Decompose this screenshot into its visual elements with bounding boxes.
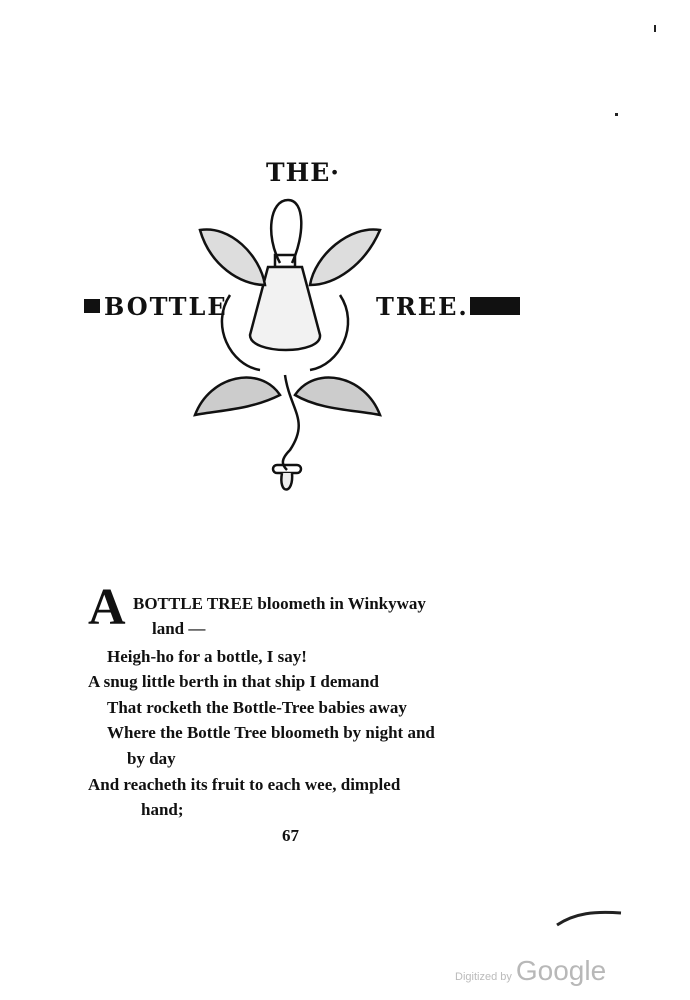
scan-mark (654, 25, 656, 32)
title-bottle: BOTTLE (104, 292, 228, 321)
right-ornament-icon (470, 297, 520, 315)
digitized-prefix: Digitized by (455, 971, 512, 983)
google-logo: Google (515, 955, 607, 986)
bottle-tree-illustration (170, 195, 400, 505)
title-the: THE· (266, 158, 340, 187)
title-tree: TREE. (376, 292, 469, 321)
poem-line: Where the Bottle Tree bloometh by night and (107, 723, 435, 742)
scan-mark (615, 113, 618, 116)
left-ornament-icon (84, 299, 100, 313)
poem-line: land — (152, 619, 206, 638)
poem-line: And reacheth its fruit to each wee, dimpled (88, 775, 401, 794)
poem-line: Heigh-ho for a bottle, I say! (107, 647, 307, 666)
poem-line: by day (127, 749, 176, 768)
poem-line: BOTTLE TREE bloometh in Winkyway (133, 594, 426, 613)
poem-line: hand; (141, 800, 184, 819)
scan-stroke (555, 905, 625, 930)
digitized-watermark (455, 955, 606, 987)
poem-line: A snug little berth in that ship I demand (88, 672, 379, 691)
drop-cap: A (88, 579, 126, 636)
page-number: 67 (282, 826, 299, 845)
poem-line: That rocketh the Bottle-Tree babies away (107, 698, 407, 717)
